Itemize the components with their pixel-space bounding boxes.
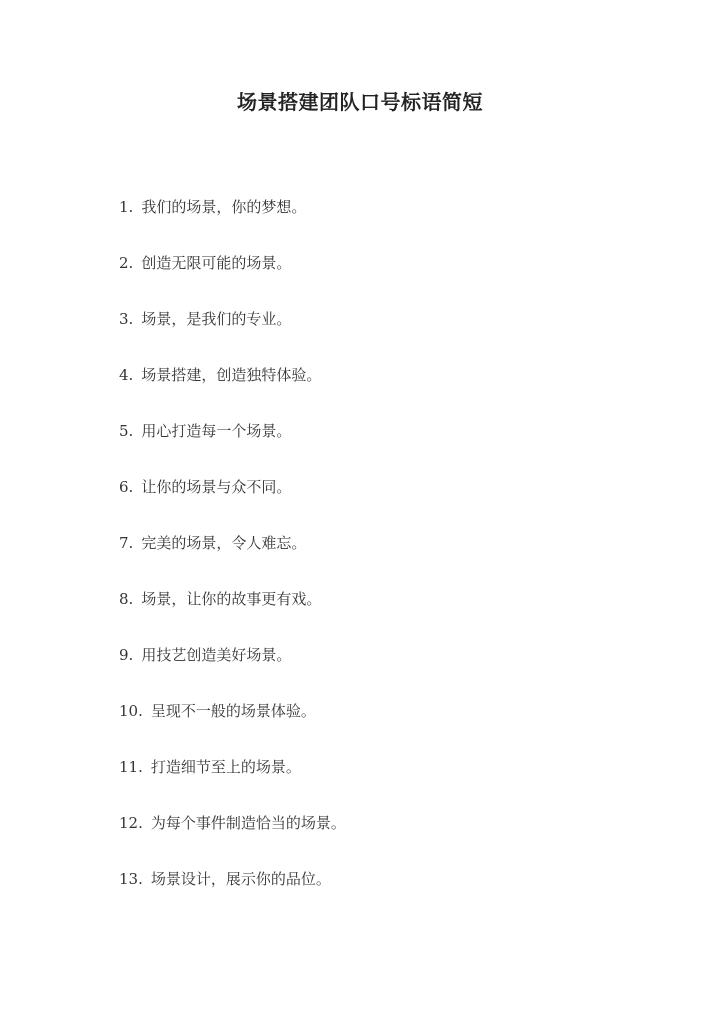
item-number: 1. [119, 198, 134, 216]
item-text: 场景设计，展示你的品位。 [150, 870, 331, 888]
slogan-list [119, 193, 346, 921]
item-number: 5. [119, 422, 134, 440]
item-text: 用技艺创造美好场景。 [141, 646, 292, 664]
item-number: 2. [119, 254, 134, 272]
slogan-item-6 [119, 473, 346, 529]
item-text: 用心打造每一个场景。 [141, 422, 292, 440]
item-number: 10. [119, 702, 143, 720]
item-text: 场景，是我们的专业。 [141, 310, 292, 328]
slogan-item-1 [119, 193, 346, 249]
item-text: 呈现不一般的场景体验。 [150, 702, 316, 720]
slogan-item-5 [119, 417, 346, 473]
slogan-item-4 [119, 361, 346, 417]
item-number: 12. [119, 814, 143, 832]
slogan-item-13 [119, 865, 346, 921]
item-number: 9. [119, 646, 134, 664]
item-number: 3. [119, 310, 134, 328]
item-text: 为每个事件制造恰当的场景。 [150, 814, 346, 832]
slogan-item-8 [119, 585, 346, 641]
slogan-item-7 [119, 529, 346, 585]
item-number: 4. [119, 366, 134, 384]
item-number: 7. [119, 534, 134, 552]
slogan-item-3 [119, 305, 346, 361]
page-title: 场景搭建团队口号标语简短 [237, 90, 483, 114]
item-number: 6. [119, 478, 134, 496]
slogan-item-2 [119, 249, 346, 305]
item-text: 创造无限可能的场景。 [141, 254, 292, 272]
slogan-item-12 [119, 809, 346, 865]
slogan-item-9 [119, 641, 346, 697]
slogan-item-11 [119, 753, 346, 809]
item-number: 13. [119, 870, 143, 888]
slogan-item-10 [119, 697, 346, 753]
item-text: 打造细节至上的场景。 [150, 758, 301, 776]
item-number: 11. [119, 758, 143, 776]
item-text: 场景搭建，创造独特体验。 [141, 366, 322, 384]
item-text: 我们的场景，你的梦想。 [141, 198, 307, 216]
item-text: 场景，让你的故事更有戏。 [141, 590, 322, 608]
item-text: 让你的场景与众不同。 [141, 478, 292, 496]
item-text: 完美的场景，令人难忘。 [141, 534, 307, 552]
item-number: 8. [119, 590, 134, 608]
